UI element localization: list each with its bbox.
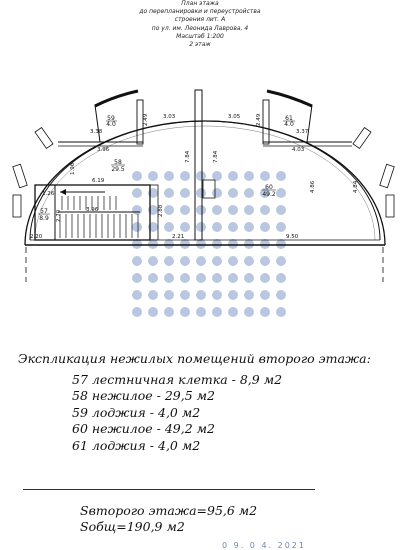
watermark-dot <box>164 239 174 249</box>
watermark-dot <box>212 307 222 317</box>
signature-line <box>23 489 315 490</box>
room-number-57: 57 <box>40 208 48 215</box>
watermark-dot <box>164 307 174 317</box>
header-line: до перепланировки и переустройства <box>139 8 261 16</box>
watermark-dot <box>244 205 254 215</box>
dim-label: 4.03 <box>292 147 305 153</box>
watermark-dot <box>228 205 238 215</box>
room-area-58: 29.5 <box>111 166 125 173</box>
watermark-dot <box>180 307 190 317</box>
dim-label: 4.86 <box>310 180 316 193</box>
room-number-58: 58 <box>114 159 122 166</box>
watermark-dot <box>180 290 190 300</box>
list-item: 59 лоджия - 4,0 м2 <box>72 404 201 420</box>
watermark-dot <box>180 205 190 215</box>
watermark-dot <box>212 222 222 232</box>
watermark-dot <box>196 307 206 317</box>
watermark-dot <box>196 188 206 198</box>
watermark-dot <box>212 188 222 198</box>
watermark-dot <box>276 222 286 232</box>
watermark-dot <box>148 290 158 300</box>
room-area-61: 4.0 <box>284 121 294 128</box>
watermark-dot <box>132 171 142 181</box>
loggia-right-partition <box>263 100 269 144</box>
dim-label: 3.03 <box>163 114 176 120</box>
watermark-dot <box>132 222 142 232</box>
watermark-dot <box>228 171 238 181</box>
loggia-left-wall <box>95 105 100 142</box>
dim-label: 2.70 <box>56 209 62 222</box>
watermark-dot <box>228 307 238 317</box>
watermark-dot <box>132 307 142 317</box>
watermark-dot <box>132 256 142 266</box>
watermark-dot <box>212 205 222 215</box>
watermark-dot <box>244 188 254 198</box>
watermark-dot <box>196 222 206 232</box>
loggia-right-wall <box>307 105 312 142</box>
dim-label: 2.88 <box>158 204 164 217</box>
watermark-dot <box>196 171 206 181</box>
list-item: 58 нежилое - 29,5 м2 <box>72 388 215 404</box>
room-number-61: 61 <box>285 115 293 122</box>
loggia-right-arc <box>267 91 312 106</box>
watermark-dot <box>212 171 222 181</box>
dim-label: 3.96 <box>86 207 99 213</box>
watermark-dot <box>212 273 222 283</box>
watermark-dot <box>132 205 142 215</box>
dim-label: 2.21 <box>172 234 185 240</box>
watermark-dot <box>164 290 174 300</box>
watermark-dot <box>260 290 270 300</box>
watermark-dot <box>260 222 270 232</box>
outer-wall-inner <box>30 121 380 240</box>
dim-label: 6.19 <box>92 178 105 184</box>
dim-label: 3.37 <box>296 129 309 135</box>
watermark-dot <box>212 239 222 249</box>
dim-label: 3.96 <box>97 147 110 153</box>
watermark-dot <box>212 290 222 300</box>
watermark-dot <box>260 171 270 181</box>
header-line: Масштаб 1:200 <box>176 32 224 40</box>
watermark-dot <box>164 256 174 266</box>
watermark-dot <box>164 171 174 181</box>
watermark-dot <box>148 256 158 266</box>
watermark-dot <box>164 273 174 283</box>
watermark-dot <box>260 205 270 215</box>
watermark-dot <box>276 188 286 198</box>
outer-wall-thin <box>35 126 375 240</box>
floor-area-total: Sвторого этажа=95,6 м2 <box>80 503 258 518</box>
header-line: строения лит. А <box>174 16 226 24</box>
explication-heading: Экспликация нежилых помещений второго этажа: <box>18 351 371 366</box>
dim-label: 2.49 <box>143 113 149 126</box>
dim-label: 9.50 <box>286 234 299 240</box>
dim-label: 2.20 <box>30 234 43 240</box>
watermark-dot <box>132 188 142 198</box>
watermark-dot <box>180 256 190 266</box>
room-area-60: 49.2 <box>262 191 276 198</box>
watermark-dot <box>276 290 286 300</box>
watermark-dot <box>244 273 254 283</box>
area-totals <box>80 503 257 535</box>
loggia-left-arc <box>95 91 138 106</box>
watermark-dot <box>180 239 190 249</box>
watermark-dot <box>276 171 286 181</box>
watermark-dot <box>244 171 254 181</box>
dim-label: 1.96 <box>70 162 76 175</box>
list-item: 57 лестничная клетка - 8,9 м2 <box>72 372 283 387</box>
watermark-dot <box>228 188 238 198</box>
room-area-59: 4.0 <box>106 121 116 128</box>
explication-list <box>72 372 282 454</box>
dim-label: 7.84 <box>185 150 191 163</box>
watermark-dot <box>276 273 286 283</box>
watermark-dot <box>164 188 174 198</box>
watermark-dot <box>228 256 238 266</box>
dim-label: 4.84 <box>353 180 359 193</box>
watermark-dot <box>148 307 158 317</box>
watermark-dot <box>180 222 190 232</box>
list-item: 61 лоджия - 4,0 м2 <box>72 437 201 453</box>
date-stamp: 0 9. 0 4. 2021 <box>222 541 306 550</box>
watermark-dot <box>132 290 142 300</box>
watermark-dot <box>260 239 270 249</box>
watermark-dot <box>244 256 254 266</box>
watermark-dot <box>196 256 206 266</box>
watermark-dot <box>228 290 238 300</box>
watermark-dot <box>212 256 222 266</box>
watermark-dot <box>276 256 286 266</box>
watermark-dot <box>180 171 190 181</box>
watermark-dot <box>196 205 206 215</box>
watermark-dot <box>228 273 238 283</box>
watermark-dot <box>228 222 238 232</box>
watermark-dot <box>244 307 254 317</box>
overall-area-total: Sобщ=190,9 м2 <box>80 519 185 534</box>
dim-label: 3.38 <box>90 129 103 135</box>
dim-label: 7.84 <box>213 150 219 163</box>
watermark-dot <box>196 273 206 283</box>
dim-label: 1.26 <box>42 191 55 197</box>
central-wall <box>195 90 202 240</box>
watermark-dot <box>196 290 206 300</box>
watermark-dot <box>244 239 254 249</box>
watermark-dot <box>260 273 270 283</box>
watermark-dot <box>148 171 158 181</box>
watermark-dot <box>148 273 158 283</box>
watermark-dot <box>228 239 238 249</box>
watermark-dot <box>244 222 254 232</box>
header-line: 2 этаж <box>189 41 211 49</box>
watermark-dot <box>244 290 254 300</box>
watermark-dot <box>164 205 174 215</box>
room-number-59: 59 <box>107 115 115 122</box>
stair-arrow-head <box>60 189 66 195</box>
header-line: План этажа <box>181 0 219 7</box>
watermark-dot <box>260 307 270 317</box>
dim-label: 3.05 <box>228 114 241 120</box>
watermark-dot <box>276 307 286 317</box>
room-number-60: 60 <box>265 184 273 191</box>
stair-treads <box>60 196 138 238</box>
dim-label: 2.49 <box>256 113 262 126</box>
watermark-dot <box>260 256 270 266</box>
watermark-dot <box>276 205 286 215</box>
watermark-dot <box>132 273 142 283</box>
watermark-dot <box>164 222 174 232</box>
header-line: по ул. им. Леонида Лаврова, 4 <box>151 24 249 32</box>
list-item: 60 нежилое - 49,2 м2 <box>72 421 215 437</box>
watermark-dot <box>180 273 190 283</box>
room-area-57: 8.9 <box>39 215 49 222</box>
watermark-dot <box>180 188 190 198</box>
watermark-dot <box>276 239 286 249</box>
